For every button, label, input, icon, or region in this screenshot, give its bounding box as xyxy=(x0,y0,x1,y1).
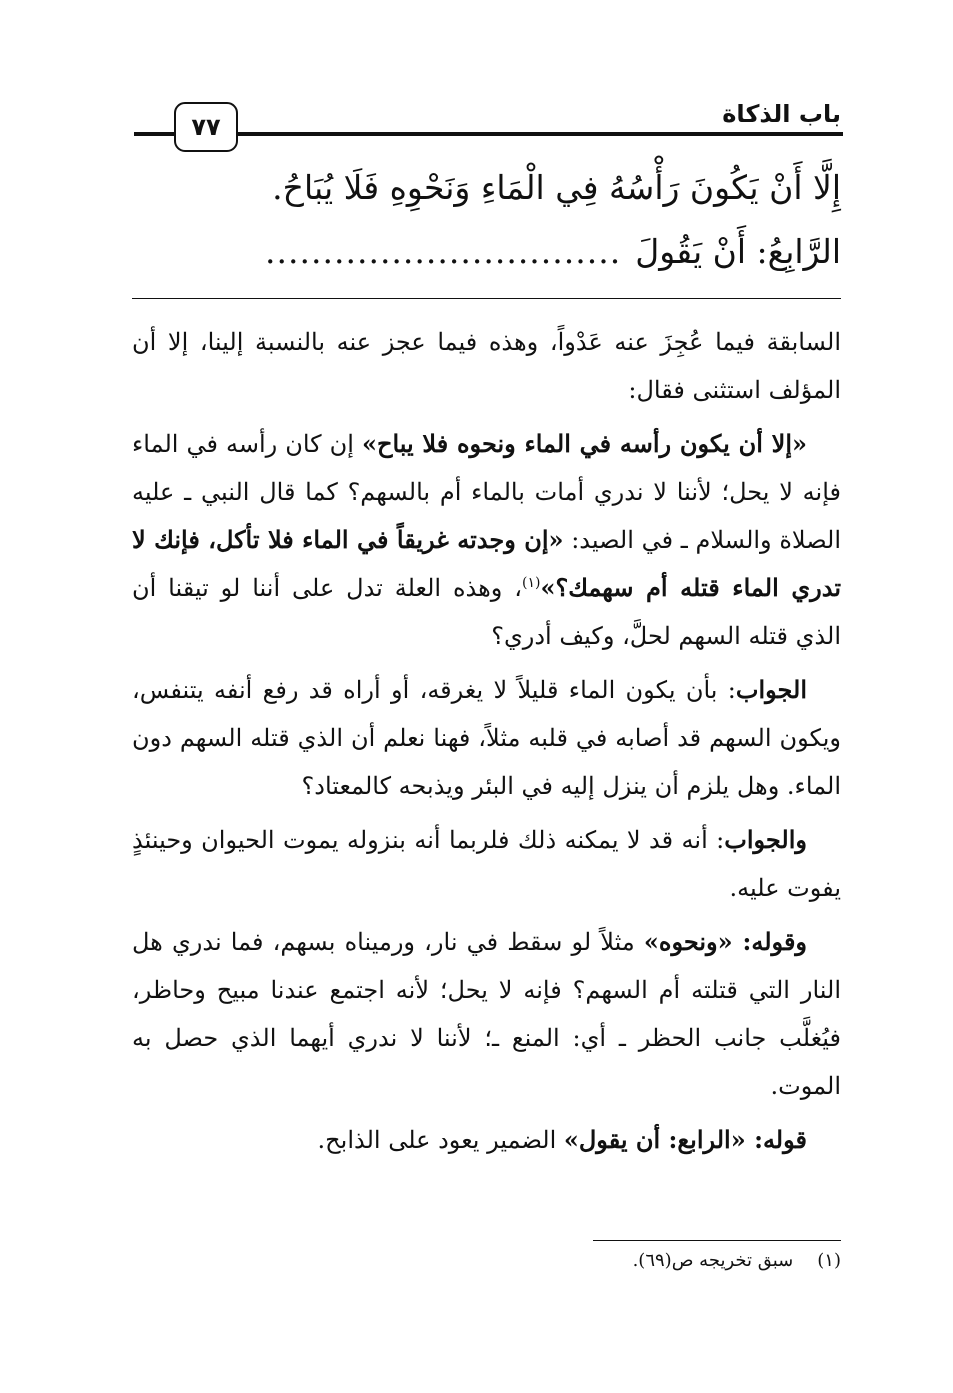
matn-line-2-text: الرَّابِعُ: أَنْ يَقُولَ xyxy=(635,232,841,271)
commentary-paragraph-2 xyxy=(132,420,841,660)
paragraph-text: : أنه قد لا يمكنه ذلك فلربما أنه بنزوله يموت الحيوان وحينئذٍ يفوت عليه. xyxy=(132,826,841,902)
footnote-separator xyxy=(593,1240,841,1241)
footnote-reference: (١) xyxy=(521,575,541,591)
statement-label: قوله: xyxy=(754,1125,807,1154)
chapter-title: باب الذكاة xyxy=(722,100,841,128)
header-rule-short xyxy=(134,132,174,136)
hadith-quote: «إن وجدته غريقاً في الماء فلا تأكل، فإنك لا تدري الماء قتله أم سهمك؟» xyxy=(132,525,841,602)
matn-quote: «ونحوه» xyxy=(643,927,743,956)
matn-quote: «الرابع: أن يقول» xyxy=(563,1125,755,1154)
answer-label: والجواب xyxy=(724,825,807,854)
footnote xyxy=(633,1250,841,1271)
footnote-number: (١) xyxy=(817,1250,841,1271)
paragraph-text: : بأن يكون الماء قليلاً لا يغرقه، أو أراه قد رفع أنفه يتنفس، ويكون السهم قد أصابه في قلبه مثلاً، فهنا نعلم أن الذي قتله السهم دون الماء. وهل يلزم أن ينزل إليه في البئر ويذبحه كالمعتاد؟ xyxy=(132,676,841,800)
matn-quote: «إلا أن يكون رأسه في الماء ونحوه فلا يباح» xyxy=(361,429,807,458)
commentary xyxy=(132,318,841,1170)
answer-label: الجواب xyxy=(735,675,807,704)
footnote-text: سبق تخريجه ص(٦٩). xyxy=(632,1250,794,1271)
paragraph-text: الضمير يعود على الذابح. xyxy=(317,1126,564,1154)
commentary-paragraph-5 xyxy=(132,918,841,1110)
matn-ellipsis: ............................... xyxy=(265,232,622,271)
commentary-paragraph-3 xyxy=(132,666,841,810)
commentary-paragraph-6 xyxy=(132,1116,841,1164)
commentary-paragraph-4 xyxy=(132,816,841,912)
matn-line-2 xyxy=(132,232,841,271)
paragraph-text: ، وهذه العلة تدل على أننا لو تيقنا أن الذي قتله السهم لحلَّ، وكيف أدري؟ xyxy=(132,574,841,650)
page-number: ٧٧ xyxy=(174,102,238,152)
header-rule xyxy=(238,132,843,136)
statement-label: وقوله: xyxy=(742,927,807,956)
matn-separator xyxy=(132,298,841,299)
paragraph-text: مثلاً لو سقط في نار، ورميناه بسهم، فما ندري هل النار التي قتلته أم السهم؟ فإنه لا يحل؛ لأنه اجتمع عندنا مبيح وحاظر، فيُغلَّب جانب الحظر ـ أي: المنع ـ؛ لأننا لا ندري أيهما الذي حصل به الموت. xyxy=(132,928,841,1100)
paragraph-text: إن كان رأسه في الماء فإنه لا يحل؛ لأننا لا ندري أمات بالماء أم بالسهم؟ كما قال النبي ـ عليه الصلاة والسلام ـ في الصيد: xyxy=(132,430,842,554)
matn-line-1: إِلَّا أَنْ يَكُونَ رَأْسُهُ فِي الْمَاءِ وَنَحْوِهِ فَلَا يُبَاحُ. xyxy=(272,168,841,207)
commentary-paragraph-1: السابقة فيما عُجِزَ عنه عَدْواً، وهذه فيما عجز عنه بالنسبة إلينا، إلا أن المؤلف استثنى فقال: xyxy=(132,328,841,404)
